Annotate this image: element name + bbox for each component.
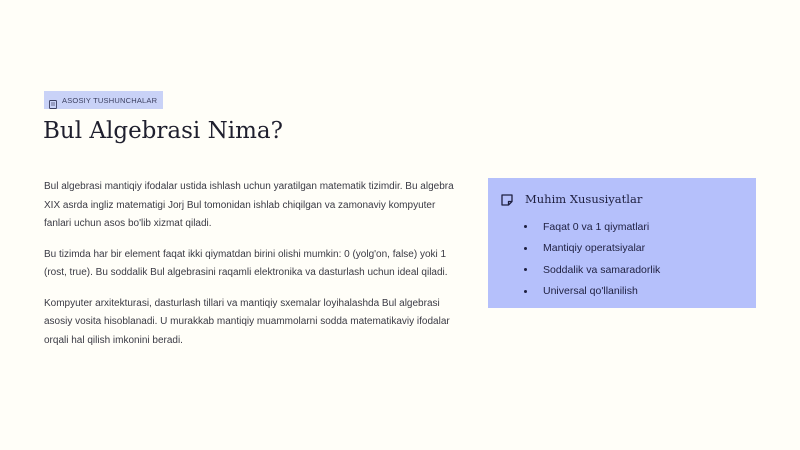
paragraph: Kompyuter arxitekturasi, dasturlash tillari va mantiqiy sxemalar loyihalashda Bul algebrasi asosiy vosita hisoblanadi. U murakkab mantiqiy muammolarni sodda matematikaviy ifodalar orqali hal qilish imkonini beradi. [44, 297, 450, 346]
section-badge [44, 91, 163, 109]
list-item-label: Universal qo'llanilish [543, 285, 638, 298]
bullet-icon [524, 247, 527, 250]
features-card [488, 178, 756, 308]
list-item-label: Soddalik va samaradorlik [543, 263, 661, 276]
paragraph: Bul algebrasi mantiqiy ifodalar ustida ishlash uchun yaratilgan matematik tizimdir. Bu algebra XIX asrda ingliz matematigi Jorj Bul tomonidan ishlab chiqilgan va zamonaviy kompyuter fanlari uchun asos bo'lib xizmat qiladi. [44, 181, 454, 229]
list-item [524, 238, 742, 260]
paragraph: Bu tizimda har bir element faqat ikki qiymatdan birini olishi mumkin: 0 (yolg'on, false) yoki 1 (rost, true). Bu soddalik Bul algebrasini raqamli elektronika va dasturlash uchun ideal qiladi. [44, 248, 448, 278]
card-title: Muhim Xususiyatlar [525, 192, 643, 206]
bullet-icon [524, 290, 527, 293]
badge-label: ASOSIY TUSHUNCHALAR [62, 95, 158, 105]
body-text [44, 178, 456, 362]
bullet-icon [524, 268, 527, 271]
list-item-label: Mantiqiy operatsiyalar [543, 242, 646, 255]
card-header [501, 192, 742, 206]
list-item [524, 281, 742, 303]
list-item [524, 216, 742, 238]
features-list [501, 216, 742, 302]
note-icon [501, 193, 513, 205]
list-item-label: Faqat 0 va 1 qiymatlari [543, 220, 650, 233]
document-icon [49, 96, 57, 105]
list-item [524, 259, 742, 281]
bullet-icon [524, 225, 527, 228]
page-title: Bul Algebrasi Nima? [43, 118, 283, 144]
